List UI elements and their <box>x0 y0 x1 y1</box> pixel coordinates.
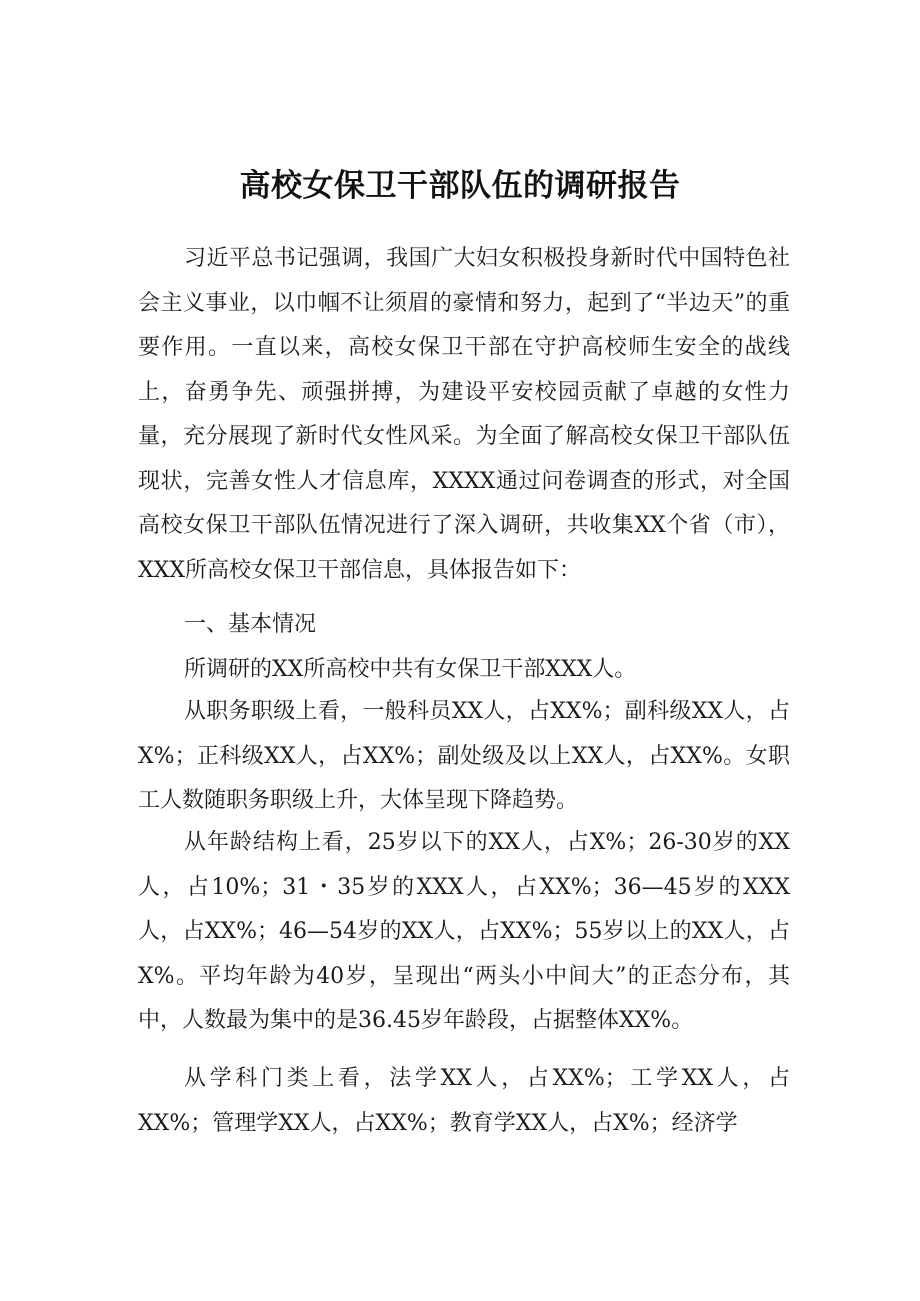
paragraph-age: 从年龄结构上看，25岁以下的XX人，占X%；26-30岁的XX人，占10%；31・35岁的XXX人，占XX%；36—45岁的XXX人，占XX%；46—54岁的XX人，占XX%；55岁以上的XX人，占X%。平均年龄为40岁，呈现出“两头小中间大”的正态分布，其中，人数最为集中的是36.45岁年龄段，占据整体XX%。 <box>138 830 790 1033</box>
document-title: 高校女保卫干部队伍的调研报告 <box>239 168 681 204</box>
paragraph-total: 所调研的XX所高校中共有女保卫干部XXX人。 <box>184 657 637 682</box>
intro-paragraph: 习近平总书记强调，我国广大妇女积极投身新时代中国特色社会主义事业，以巾帼不让须眉的豪情和努力，起到了“半边天”的重要作用。一直以来，高校女保卫干部在守护高校师生安全的战线上，奋勇争先、顽强拼搏，为建设平安校园贡献了卓越的女性力量，充分展现了新时代女性风采。为全面了解高校女保卫干部队伍现状，完善女性人才信息库，XXXX通过问卷调查的形式，对全国高校女保卫干部队伍情况进行了深入调研，共收集XX个省（市），XXX所高校女保卫干部信息，具体报告如下： <box>138 246 790 583</box>
section-heading-basic: 一、基本情况 <box>184 612 317 637</box>
paragraph-discipline: 从学科门类上看，法学XX人，占XX%；工学XX人，占XX%；管理学XX人，占XX%；教育学XX人，占X%；经济学 <box>138 1066 790 1136</box>
paragraph-rank: 从职务职级上看，一般科员XX人，占XX%；副科级XX人，占X%；正科级XX人，占XX%；副处级及以上XX人，占XX%。女职工人数随职务职级上升，大体呈现下降趋势。 <box>138 699 790 813</box>
